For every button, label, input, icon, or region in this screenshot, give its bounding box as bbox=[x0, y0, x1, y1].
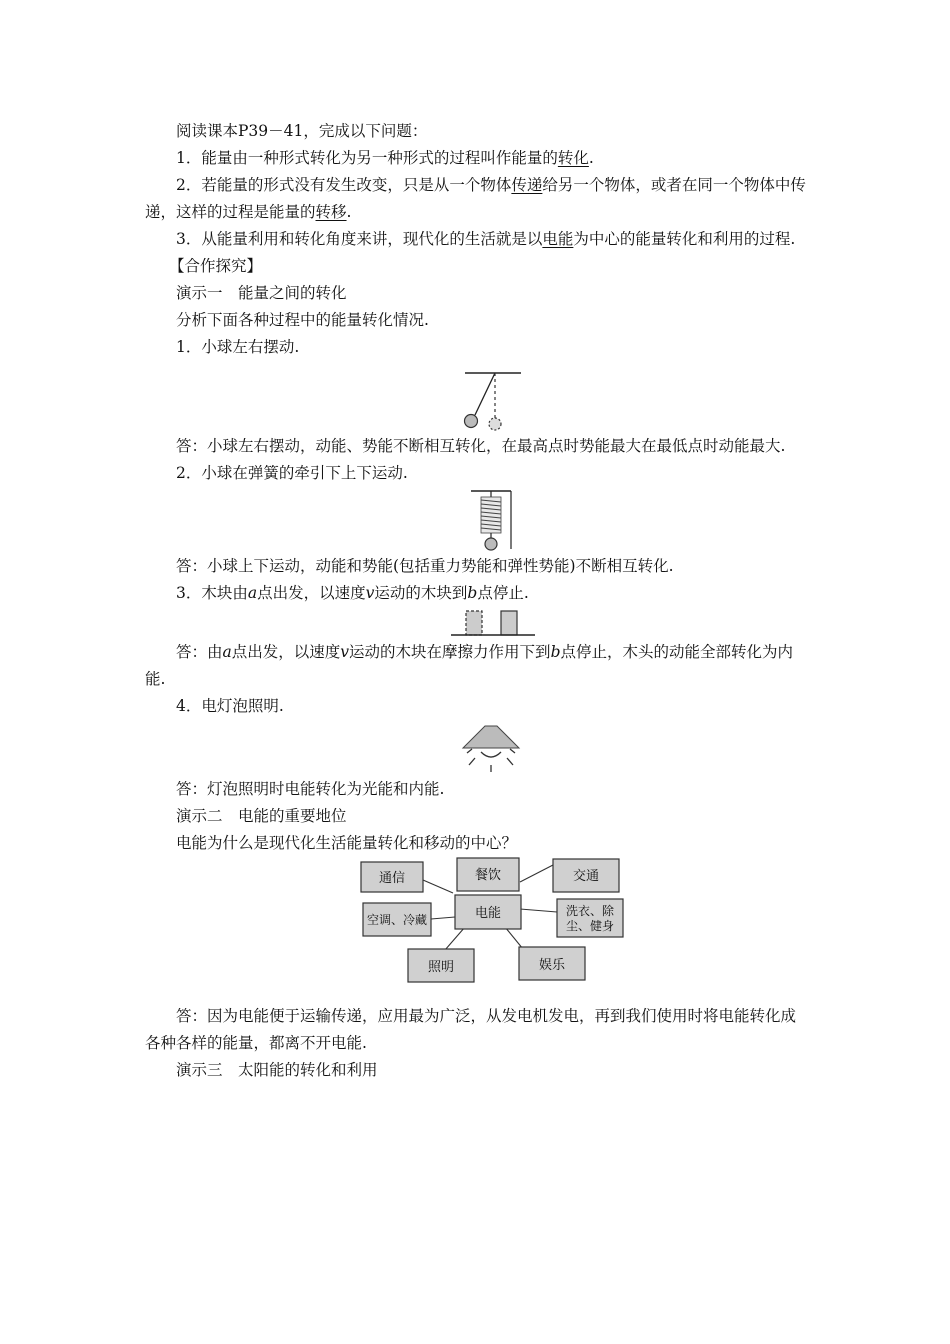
answer-blank: 转化 bbox=[557, 149, 589, 167]
label-ac: 空调、冷藏 bbox=[366, 913, 428, 927]
spring-figure bbox=[145, 487, 810, 553]
label-wash-2: 尘、健身 bbox=[565, 919, 615, 933]
label-center: 电能 bbox=[474, 906, 502, 921]
answer-electricity: 答：因为电能便于运输传递，应用最为广泛，从发电机发电，再到我们使用时将电能转化成各种各样的能量，都离不开电能. bbox=[145, 1007, 797, 1052]
answer-blank: 电能 bbox=[542, 230, 574, 248]
answer-bulb: 答：灯泡照明时电能转化为光能和内能. bbox=[176, 780, 445, 798]
answer-spring: 答：小球上下运动，动能和势能(包括重力势能和弹性势能)不断相互转化. bbox=[176, 557, 674, 575]
label-traffic: 交通 bbox=[572, 869, 600, 884]
pendulum-figure bbox=[145, 361, 810, 433]
block-figure bbox=[145, 607, 810, 639]
block-end bbox=[501, 611, 517, 635]
demo1-title: 演示一 能量之间的转化 bbox=[176, 284, 347, 302]
answer-blank: 转移 bbox=[315, 203, 347, 221]
answer-pendulum: 答：小球左右摆动，动能、势能不断相互转化，在最高点时势能最大在最低点时动能最大. bbox=[176, 437, 786, 455]
label-wash-1: 洗衣、除 bbox=[565, 904, 615, 918]
lamp-figure bbox=[145, 720, 810, 776]
spring-coil bbox=[481, 497, 501, 533]
answer-block: 答：由a点出发，以速度v运动的木块在摩擦力作用下到b点停止，木头的动能全部转化为内能. bbox=[145, 643, 794, 688]
spring-ball bbox=[485, 538, 497, 550]
item-spring: 2．小球在弹簧的牵引下上下运动. bbox=[176, 464, 408, 482]
demo2-question: 电能为什么是现代化生活能量转化和移动的中心？ bbox=[176, 834, 518, 852]
lamp-shade bbox=[463, 726, 519, 748]
demo1-prompt: 分析下面各种过程中的能量转化情况. bbox=[176, 311, 429, 329]
label-ent: 娱乐 bbox=[538, 958, 566, 973]
pendulum-ball bbox=[465, 415, 478, 428]
preview-q1: 1．能量由一种形式转化为另一种形式的过程叫作能量的转化. bbox=[176, 149, 594, 167]
answer-blank: 传递 bbox=[511, 176, 543, 194]
label-food: 餐饮 bbox=[474, 868, 502, 883]
item-bulb: 4．电灯泡照明. bbox=[176, 697, 284, 715]
preview-q3: 3．从能量利用和转化角度来讲，现代化的生活就是以电能为中心的能量转化和利用的过程. bbox=[176, 230, 796, 248]
label-comm: 通信 bbox=[378, 871, 406, 886]
preview-q2: 2．若能量的形式没有发生改变，只是从一个物体传递给另一个物体，或者在同一个物体中传递，这样的过程是能量的转移. bbox=[145, 176, 806, 221]
electricity-diagram bbox=[145, 857, 810, 1003]
section-heading: 【合作探究】 bbox=[169, 257, 263, 275]
item-pendulum: 1．小球左右摆动. bbox=[176, 338, 300, 356]
light-rays bbox=[467, 749, 515, 772]
lamp-bulb bbox=[481, 752, 501, 757]
preview-intro: 阅读课本P39－41，完成以下问题： bbox=[176, 122, 428, 140]
block-start bbox=[466, 611, 482, 635]
item-block: 3．木块由a点出发，以速度v运动的木块到b点停止. bbox=[176, 584, 529, 602]
demo2-title: 演示二 电能的重要地位 bbox=[176, 807, 347, 825]
document-page bbox=[145, 118, 810, 1084]
pendulum-ball-dashed bbox=[489, 418, 501, 430]
demo3-title: 演示三 太阳能的转化和利用 bbox=[176, 1061, 378, 1079]
label-light: 照明 bbox=[427, 960, 455, 975]
pendulum-string bbox=[475, 373, 495, 415]
